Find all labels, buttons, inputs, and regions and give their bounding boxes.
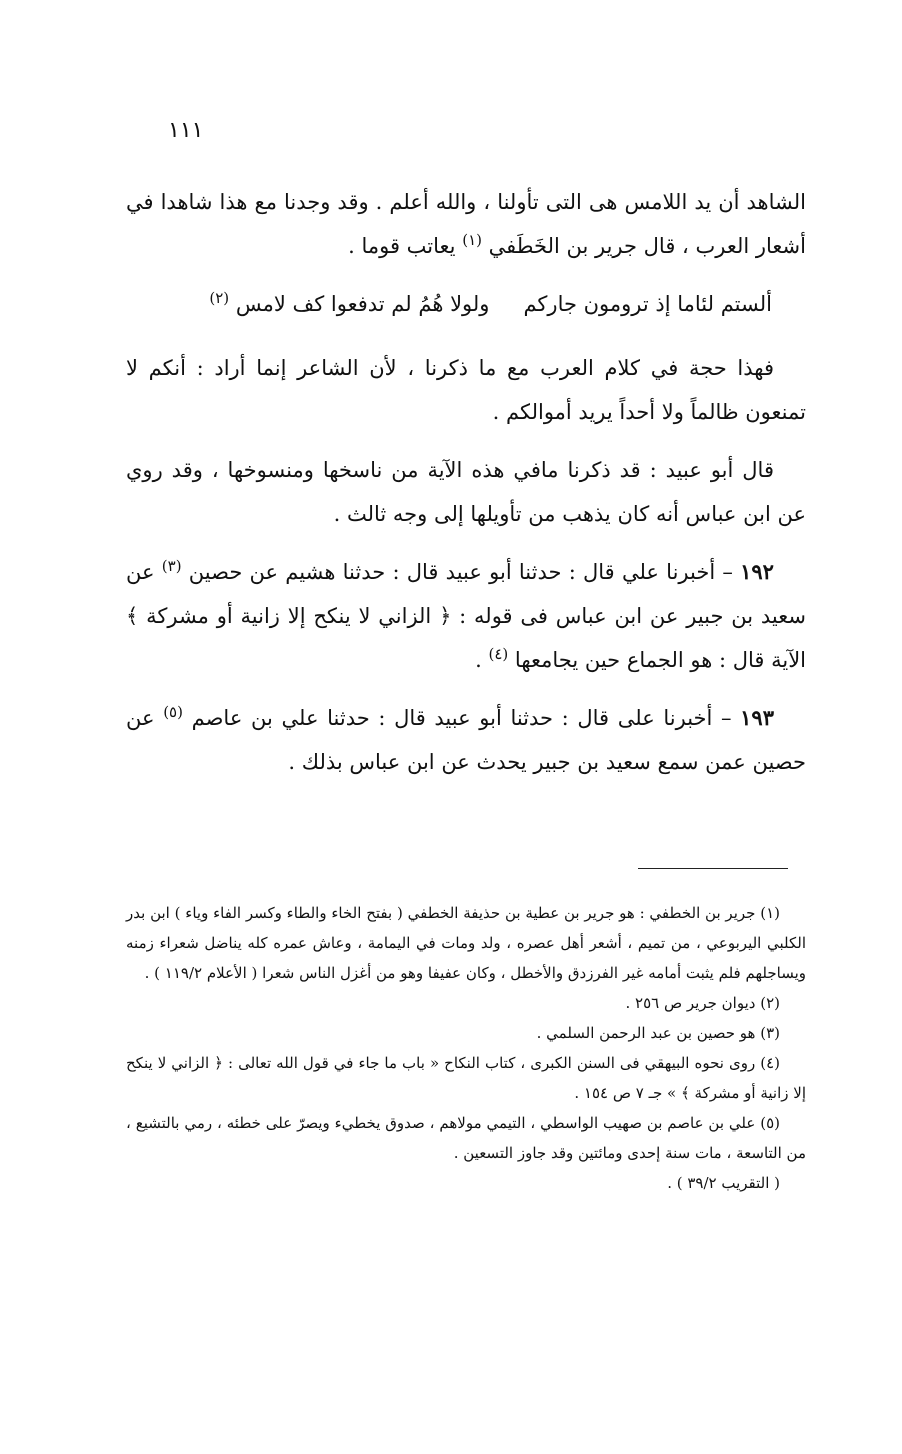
footnote-marker-3: (٣)	[161, 557, 182, 575]
footnote-separator	[638, 868, 788, 869]
poetry-verse	[126, 282, 806, 326]
footnote-3: (٣) هو حصين بن عبد الرحمن السلمي .	[536, 1024, 780, 1042]
verse-second-text: ولولا هُمُ لم تدفعوا كف لامس	[235, 292, 490, 316]
footnote-4: (٤) روى نحوه البيهقي فى السنن الكبرى ، كتاب النكاح « باب ما جاء في قول الله تعالى : ﴿ الزاني لا ينكح إلا زانية أو مشركة ﴾ » جـ ٧ ص ١٥٤ .	[126, 1054, 806, 1102]
paragraph-192-text-a: – أخبرنا علي قال : حدثنا أبو عبيد قال : حدثنا هشيم عن حصين	[188, 560, 733, 584]
footnote-marker-5: (٥)	[163, 703, 183, 721]
hadith-number-193: ١٩٣	[740, 705, 774, 730]
footnotes	[126, 898, 806, 1198]
hadith-number-192: ١٩٢	[740, 559, 774, 584]
page-number: ١١١	[168, 118, 204, 143]
footnote-5-reference: ( التقريب ٣٩/٢ ) .	[667, 1174, 780, 1192]
paragraph-1-text: الشاهد أن يد اللامس هى التى تأولنا ، والله أعلم . وقد وجدنا مع هذا شاهدا في أشعار العرب ، قال جرير بن الخَطَفي	[126, 190, 806, 258]
paragraph-3: قال أبو عبيد : قد ذكرنا مافي هذه الآية من ناسخها ومنسوخها ، وقد روي عن ابن عباس أنه كان يذهب من تأويلها إلى وجه ثالث .	[126, 458, 806, 526]
paragraph-193	[126, 696, 806, 784]
paragraph-192-end: .	[475, 648, 482, 672]
footnote-5: (٥) علي بن عاصم بن صهيب الواسطي ، التيمي مولاهم ، صدوق يخطيء ويصرّ على خطئه ، رمي بالتشيع ، من التاسعة ، مات سنة إحدى ومائتين وقد جاوز التسعين .	[126, 1114, 806, 1162]
paragraph-1	[126, 180, 806, 268]
paragraph-192-text-b: عن سعيد بن جبير عن ابن عباس فى قوله : ﴿ الزاني لا ينكح إلا زانية أو مشركة ﴾ الآية قال : هو الجماع حين يجامعها	[126, 560, 806, 672]
footnote-1: (١) جرير بن الخطفي : هو جرير بن عطية بن حذيفة الخطفي ( بفتح الخاء والطاء وكسر الفاء وياء ) ابن بدر الكلبي اليربوعي ، من تميم ، أشعر أهل عصره ، ولد ومات في اليمامة ، وعاش عمره كله يناضل شعراء زمنه ويساجلهم فلم يثبت أمامه غير الفرزدق والأخطل ، وكان عفيفا وهو من أغزل الناس شعرا ( الأعلام ١١٩/٢ ) .	[126, 904, 806, 982]
footnote-marker-1: (١)	[462, 231, 482, 249]
paragraph-192	[126, 550, 806, 682]
paragraph-193-text-b: عن حصين عمن سمع سعيد بن جبير يحدث عن ابن عباس بذلك .	[126, 706, 806, 774]
footnote-2: (٢) ديوان جرير ص ٢٥٦ .	[625, 994, 780, 1012]
paragraph-2: فهذا حجة في كلام العرب مع ما ذكرنا ، لأن الشاعر إنما أراد : أنكم لا تمنعون ظالماً ولا أحداً يريد أموالكم .	[126, 356, 806, 424]
paragraph-193-text-a: – أخبرنا على قال : حدثنا أبو عبيد قال : حدثنا علي بن عاصم	[191, 706, 732, 730]
verse-first-hemistich: ألستم لئاما إذ ترومون جاركم	[523, 292, 772, 316]
paragraph-1-end: يعاتب قوما .	[348, 234, 456, 258]
main-text	[126, 180, 806, 798]
footnote-marker-2: (٢)	[209, 289, 230, 307]
footnote-marker-4: (٤)	[488, 645, 509, 663]
verse-second-hemistich	[175, 282, 489, 326]
